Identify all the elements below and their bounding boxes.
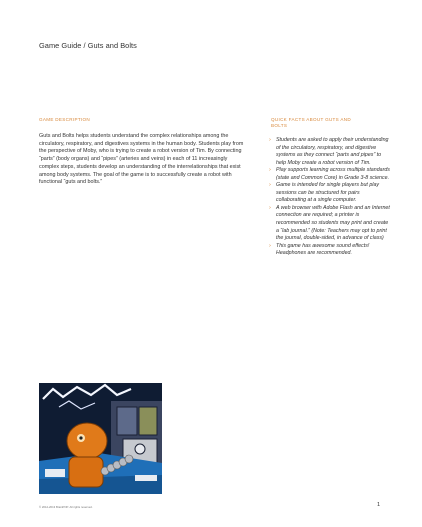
quick-facts-label: QUICK FACTS ABOUT GUTS AND BOLTS [271,117,351,129]
robot-torso [69,457,103,487]
chevron-right-icon: › [269,182,271,189]
list-item [269,243,391,258]
game-description-text: Guts and Bolts helps students understand the complex relationships among the circulatory, respiratory, and digestives systems in the human body. Students play from the perspective of Moby, who is trying to create a robot version of Tim. By connecting “parts” (body organs) and “pipes” (arteries and veins) in each of 11 increasingly complex steps, students develop an understanding of the interrelationships that exist among body systems. The goal of the game is to successfully create a robot with functional “guts and bolts.” [39,133,244,186]
fact-text: Game is intended for single players but play sessions can be structured for pairs collaborating at a single computer. [276,182,380,204]
papers [45,469,65,477]
page-number: 1 [377,502,381,508]
lab-cabinet [117,407,137,435]
list-item [269,205,391,243]
robot-lab-illustration-icon [39,383,162,494]
list-item [269,137,391,167]
robot-pupil [79,436,82,439]
lab-cabinet [139,407,157,435]
robot-head [67,423,107,459]
dial [135,444,145,454]
copyright-footer: © 2012-2013 BrainPOP. All rights reserved. [39,505,93,509]
page-title: Game Guide / Guts and Bolts [39,41,137,50]
fact-text: Play supports learning across multiple standards (state and Common Core) in Grade 3-8 science. [276,167,390,181]
fact-text: This game has awesome sound effects! Headphones are recommended. [276,242,370,257]
list-item [269,167,391,182]
quick-facts-list [269,137,391,258]
chevron-right-icon: › [269,242,271,249]
papers [135,475,157,481]
fact-text: Students are asked to apply their understanding of the circulatory, respiratory, and digestive systems as they connect “parts and pipes” to help Moby create a robot version of Tim. [276,137,389,166]
fact-text: A web browser with Adobe Flash and an Internet connection are required; a printer is recommended so students may print and create a “lab journal.” (Note: Teachers may opt to print the journal, double-sided, in advance of class) [276,204,390,242]
chevron-right-icon: › [269,204,271,211]
game-illustration [39,383,162,494]
game-description-label: GAME DESCRIPTION [39,117,90,122]
chevron-right-icon: › [269,167,271,174]
list-item [269,182,391,205]
chevron-right-icon: › [269,137,271,143]
